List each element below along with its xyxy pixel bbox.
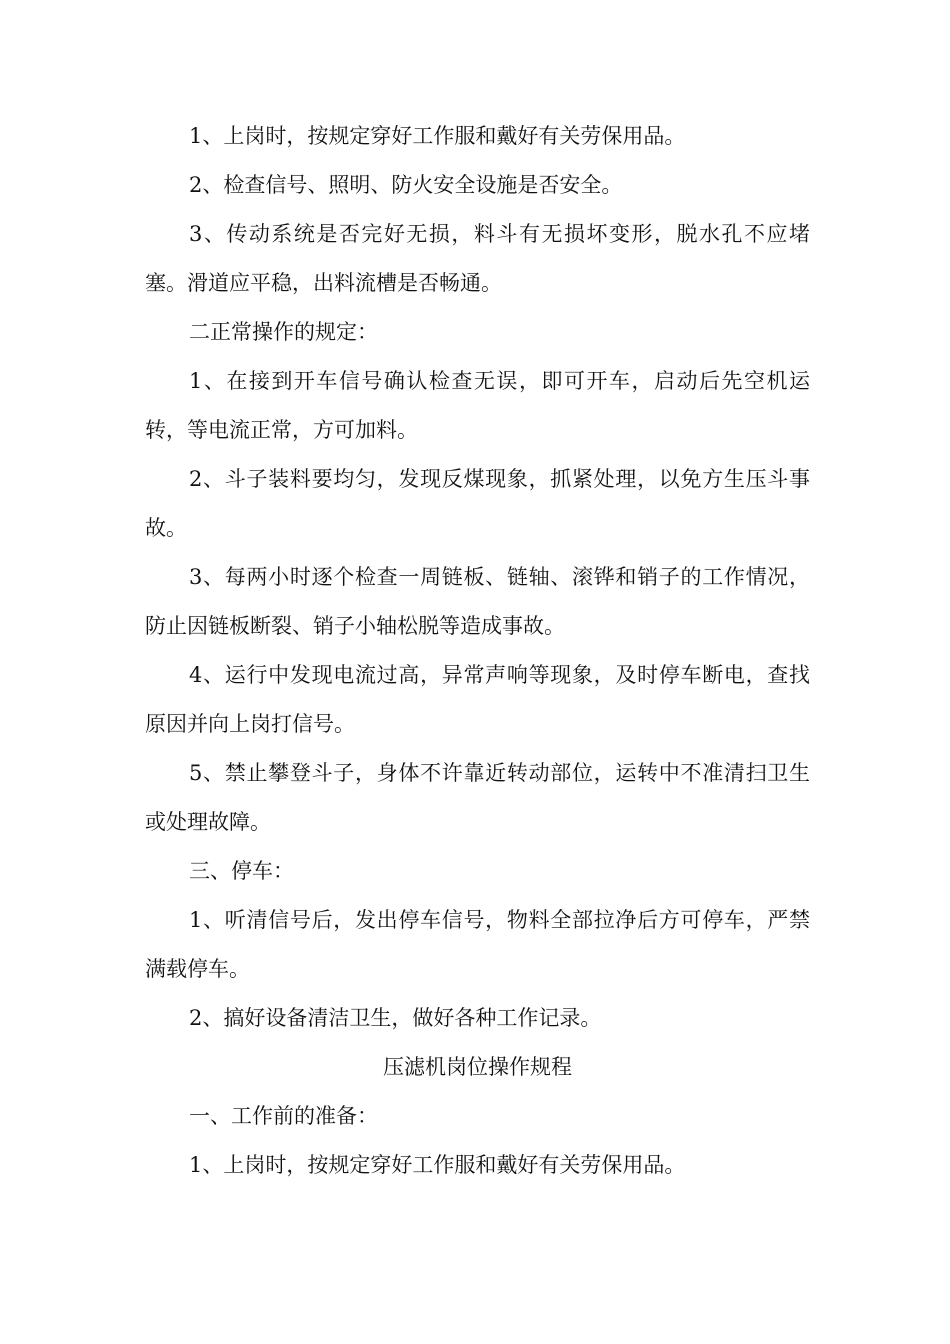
- heading-pre-work: 一、工作前的准备：: [189, 1104, 378, 1128]
- paragraph-pre-work-1: 1、上岗时，按规定穿好工作服和戴好有关劳保用品。: [189, 1153, 686, 1177]
- section-title: 压滤机岗位操作规程: [383, 1055, 572, 1079]
- paragraph-operation-4: 4、运行中发现电流过高，异常声响等现象，及时停车断电，查找原因并向上岗打信号。: [145, 663, 810, 736]
- paragraph-stop-2: 2、搞好设备清洁卫生，做好各种工作记录。: [189, 1006, 602, 1030]
- paragraph-operation-5: 5、禁止攀登斗子，身体不许靠近转动部位，运转中不准清扫卫生或处理故障。: [145, 761, 810, 834]
- paragraph-operation-1: 1、在接到开车信号确认检查无误，即可开车，启动后先空机运转，等电流正常，方可加料。: [145, 369, 810, 442]
- paragraph-prep-1: 1、上岗时，按规定穿好工作服和戴好有关劳保用品。: [189, 124, 686, 148]
- document-body: [145, 112, 810, 1190]
- heading-normal-operation: 二正常操作的规定：: [189, 320, 378, 344]
- paragraph-stop-1: 1、听清信号后，发出停车信号，物料全部拉净后方可停车，严禁满载停车。: [145, 908, 810, 981]
- heading-stop: 三、停车：: [189, 859, 294, 883]
- paragraph-prep-3: 3、传动系统是否完好无损，料斗有无损坏变形，脱水孔不应堵塞。滑道应平稳，出料流槽是否畅通。: [145, 222, 810, 295]
- paragraph-prep-2: 2、检查信号、照明、防火安全设施是否安全。: [189, 173, 623, 197]
- paragraph-operation-2: 2、斗子装料要均匀，发现反煤现象，抓紧处理，以免方生压斗事故。: [145, 467, 810, 540]
- paragraph-operation-3: 3、每两小时逐个检查一周链板、链轴、滚铧和销子的工作情况，防止因链板断裂、销子小轴松脱等造成事故。: [145, 565, 810, 638]
